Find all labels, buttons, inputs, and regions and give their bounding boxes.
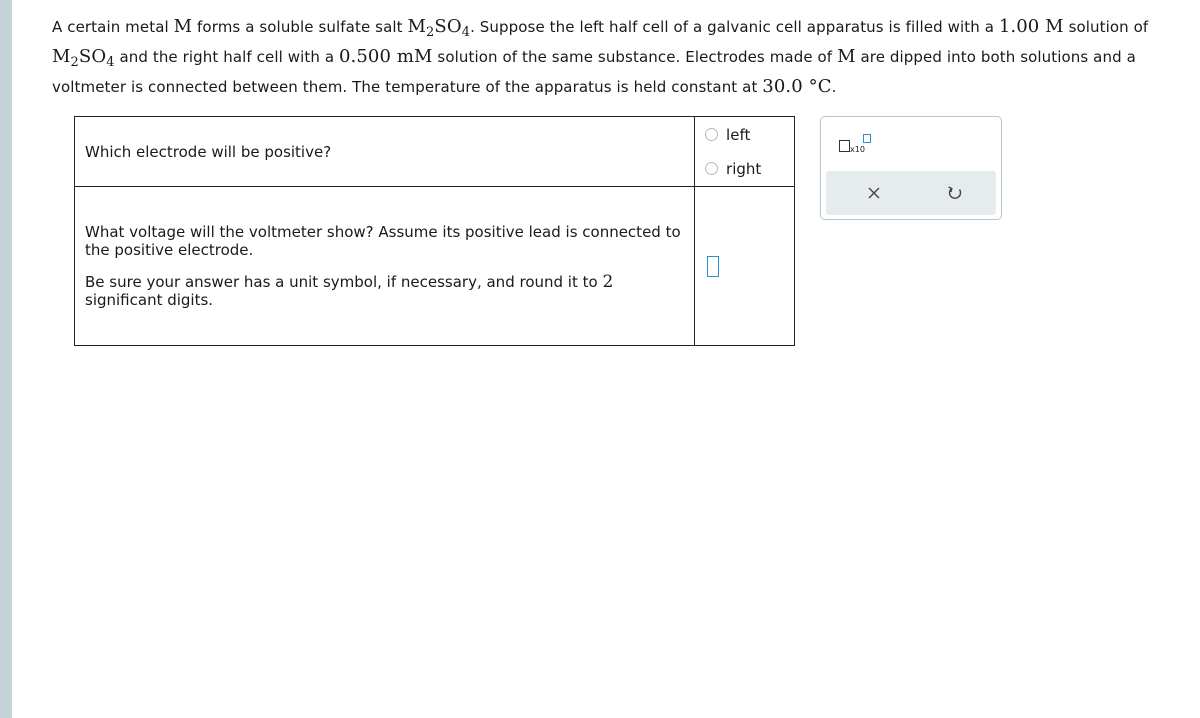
radio-circle-icon[interactable] xyxy=(705,128,718,141)
option-label: right xyxy=(726,159,762,178)
question-2-instructions: Be sure your answer has a unit symbol, if necessary, and round it to 2 significant digits. xyxy=(85,272,614,309)
radio-circle-icon[interactable] xyxy=(705,162,718,175)
x10-label: x10 xyxy=(850,145,865,154)
problem-segment: are dipped into both solutions and a voltmeter is connected between them. The temperature of the apparatus is held constant at xyxy=(52,48,1136,96)
option-right[interactable] xyxy=(705,152,794,186)
problem-text xyxy=(52,12,1172,102)
scientific-notation-button[interactable] xyxy=(839,132,879,158)
undo-button[interactable] xyxy=(945,183,965,203)
problem-segment: . Suppose the left half cell of a galvanic cell apparatus is filled with a xyxy=(470,18,999,36)
clear-button[interactable] xyxy=(864,183,884,203)
scientific-notation-icon xyxy=(839,140,850,152)
salt-formula: $M_2SO_4$ xyxy=(407,16,471,40)
temperature-value: 30.0 °C xyxy=(762,76,832,97)
problem-statement xyxy=(52,12,1172,102)
question-row xyxy=(75,187,795,346)
question-2-text xyxy=(75,187,695,346)
problem-segment: solution of the same substance. Electrodes made of xyxy=(432,48,838,66)
question-2-answer xyxy=(695,187,795,346)
tool-action-bar xyxy=(826,171,996,215)
voltage-answer-input[interactable] xyxy=(707,256,719,277)
question-2-prompt: What voltage will the voltmeter show? Assume its positive lead is connected to the positive electrode. xyxy=(85,223,681,259)
problem-segment: and the right half cell with a xyxy=(114,48,339,66)
problem-segment: . xyxy=(831,78,837,96)
sig-fig-count: 2 xyxy=(602,272,614,292)
option-left[interactable] xyxy=(705,118,794,152)
right-concentration: 0.500 mM xyxy=(338,46,433,67)
question-1-text: Which electrode will be positive? xyxy=(75,117,695,187)
question-table xyxy=(74,116,795,346)
metal-symbol: M xyxy=(837,46,856,67)
salt-formula: $M_2SO_4$ xyxy=(52,46,115,70)
question-row xyxy=(75,117,795,187)
metal-symbol: M xyxy=(173,16,193,37)
left-sidebar-rail xyxy=(0,0,12,718)
question-1-answer xyxy=(695,117,795,187)
answer-tools-panel xyxy=(820,116,1002,220)
left-concentration: 1.00 M xyxy=(998,16,1064,37)
problem-segment: forms a soluble sulfate salt xyxy=(192,18,408,36)
option-label: left xyxy=(726,125,751,144)
problem-segment: solution of xyxy=(1063,18,1149,36)
clear-x-icon xyxy=(864,183,884,203)
problem-segment: A certain metal xyxy=(52,18,174,36)
undo-icon xyxy=(945,183,965,203)
exponent-box-icon xyxy=(863,134,871,143)
